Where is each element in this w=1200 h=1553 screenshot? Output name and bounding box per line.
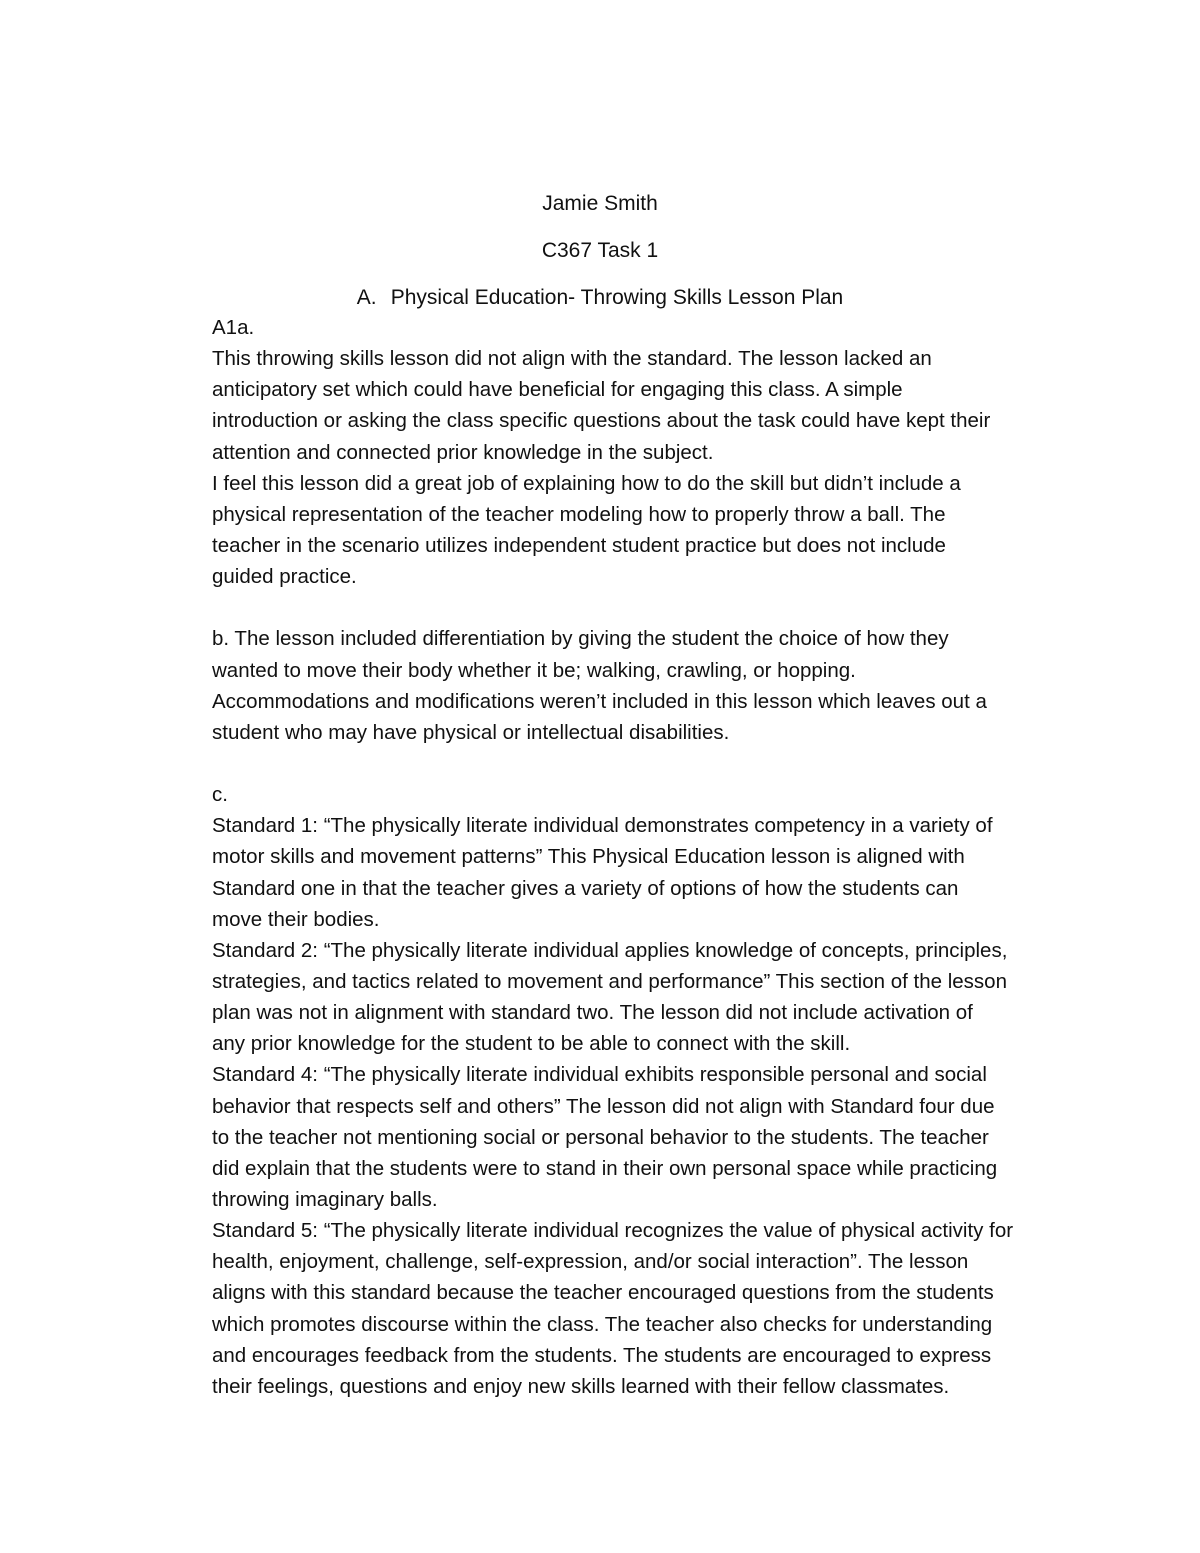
paragraph-line: strategies, and tactics related to movement and performance” This section of the lesson [212,969,1007,993]
paragraph-line: I feel this lesson did a great job of explaining how to do the skill but didn’t include a [212,471,961,495]
paragraph-line: attention and connected prior knowledge in the subject. [212,440,714,464]
paragraph-line: which promotes discourse within the class. The teacher also checks for understanding [212,1312,993,1336]
paragraph-line: motor skills and movement patterns” This Physical Education lesson is aligned with [212,845,965,869]
paragraph-line: guided practice. [212,565,357,589]
paragraph-line: Standard 2: “The physically literate individual applies knowledge of concepts, principles, [212,938,1008,962]
paragraph-line: Standard one in that the teacher gives a variety of options of how the students can [212,876,959,900]
paragraph-line: Standard 4: “The physically literate individual exhibits responsible personal and social [212,1063,987,1087]
paragraph-line: Standard 5: “The physically literate individual recognizes the value of physical activity for [212,1219,1014,1243]
paragraph-line: introduction or asking the class specific questions about the task could have kept their [212,409,991,433]
paragraph-line: any prior knowledge for the student to be able to connect with the skill. [212,1032,851,1056]
part-c-label: c. [212,783,228,807]
blank-line [212,592,1062,623]
course-task-title: C367 Task 1 [541,239,659,262]
paragraph-line: their feelings, questions and enjoy new skills learned with their fellow classmates. [212,1374,950,1398]
paragraph-line: teacher in the scenario utilizes independent student practice but does not include [212,533,946,557]
paragraph-line: anticipatory set which could have beneficial for engaging this class. A simple [212,378,903,402]
author-name: Jamie Smith [542,192,658,215]
section-heading [0,282,1200,313]
document-body [212,312,1062,1402]
paragraph-line: to the teacher not mentioning social or personal behavior to the students. The teacher [212,1125,989,1149]
paragraph-line: throwing imaginary balls. [212,1187,438,1211]
part-a1a-label: A1a. [212,316,255,339]
paragraph-line: plan was not in alignment with standard two. The lesson did not include activation of [212,1001,973,1025]
paragraph-line: health, enjoyment, challenge, self-expression, and/or social interaction”. The lesson [212,1250,969,1274]
paragraph-line: aligns with this standard because the teacher encouraged questions from the students [212,1281,994,1305]
paragraph-line: This throwing skills lesson did not align with the standard. The lesson lacked an [212,347,932,371]
section-marker: A. [356,286,377,309]
blank-line [212,748,1062,779]
paragraph-line: Accommodations and modifications weren’t included in this lesson which leaves out a [212,689,987,713]
paragraph-line: b. The lesson included differentiation by giving the student the choice of how they [212,627,949,651]
paragraph-line: wanted to move their body whether it be; walking, crawling, or hopping. [212,658,856,682]
paragraph-line: move their bodies. [212,907,380,931]
paragraph-line: Standard 1: “The physically literate individual demonstrates competency in a variety of [212,814,993,838]
paragraph-line: student who may have physical or intellectual disabilities. [212,720,730,744]
paragraph-line: did explain that the students were to stand in their own personal space while practicing [212,1156,998,1180]
paragraph-line: physical representation of the teacher modeling how to properly throw a ball. The [212,502,946,526]
paragraph-line: and encourages feedback from the students. The students are encouraged to express [212,1343,992,1367]
paragraph-line: behavior that respects self and others” The lesson did not align with Standard four due [212,1094,995,1118]
section-title: Physical Education- Throwing Skills Lesson Plan [390,286,844,309]
